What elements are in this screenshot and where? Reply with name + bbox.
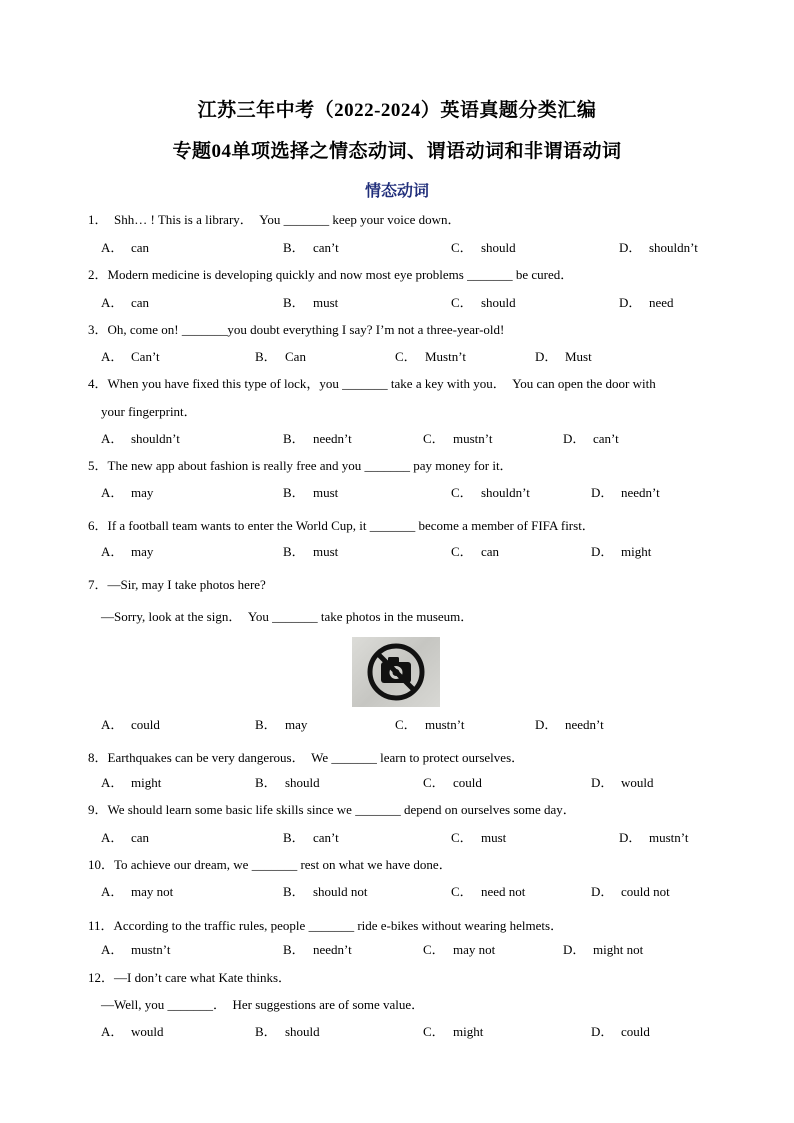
question-8-option-d: D． would [591, 775, 654, 790]
question-2-option-a: A． can [101, 295, 150, 310]
question-10-option-a: A． may not [101, 884, 174, 899]
question-2-option-c: C． should [451, 295, 516, 310]
question-12-stem: 12．—I don’t care what Kate thinks． [88, 970, 292, 985]
question-8-stem: 8．Earthquakes can be very dangerous． We _______ learn to protect ourselves． [88, 750, 525, 765]
question-4-stem-continued: your fingerprint． [101, 404, 197, 419]
question-5-option-b: B． must [283, 485, 339, 500]
question-7-option-d: D． needn’t [535, 717, 604, 732]
question-4-option-c: C． mustn’t [423, 431, 493, 446]
question-1-option-a: A． can [101, 240, 150, 255]
question-11-option-b: B． needn’t [283, 942, 352, 957]
question-12-option-d: D． could [591, 1024, 650, 1039]
question-1-option-d: D． shouldn’t [619, 240, 698, 255]
question-2-option-d: D． need [619, 295, 674, 310]
question-10-option-b: B． should not [283, 884, 368, 899]
no-photography-sign-image [352, 637, 440, 707]
question-9-option-d: D． mustn’t [619, 830, 689, 845]
question-4-option-d: D． can’t [563, 431, 619, 446]
section-heading: 情态动词 [364, 183, 429, 200]
question-11-option-a: A． mustn’t [101, 942, 171, 957]
question-11-option-d: D． might not [563, 942, 644, 957]
question-11-option-c: C． may not [423, 942, 496, 957]
question-10-stem: 10．To achieve our dream, we _______ rest on what we have done． [88, 857, 452, 872]
question-7-stem: 7．—Sir, may I take photos here? [88, 577, 266, 592]
question-2-option-b: B． must [283, 295, 339, 310]
question-6-option-a: A． may [101, 544, 154, 559]
question-4-option-b: B． needn’t [283, 431, 352, 446]
question-3-option-b: B． Can [255, 349, 306, 364]
question-6-option-d: D． might [591, 544, 652, 559]
question-11-stem: 11．According to the traffic rules, people _______ ride e-bikes without wearing helmets． [88, 918, 564, 933]
question-8-option-a: A． might [101, 775, 162, 790]
question-9-stem: 9．We should learn some basic life skills since we _______ depend on ourselves some day． [88, 802, 576, 817]
question-12-option-b: B． should [255, 1024, 320, 1039]
question-1-option-c: C． should [451, 240, 516, 255]
question-3-option-a: A． Can’t [101, 349, 160, 364]
question-9-option-b: B． can’t [283, 830, 339, 845]
question-3-option-d: D． Must [535, 349, 592, 364]
question-1-stem: 1． Shh… ! This is a library． You _______ keep your voice down． [88, 212, 461, 227]
question-2-stem: 2．Modern medicine is developing quickly and now most eye problems _______ be cured． [88, 267, 574, 282]
question-3-stem: 3．Oh, come on! _______you doubt everything I say? I’m not a three-year-old! [88, 322, 505, 337]
question-9-option-a: A． can [101, 830, 150, 845]
question-5-stem: 5．The new app about fashion is really free and you _______ pay money for it． [88, 458, 513, 473]
question-6-option-b: B． must [283, 544, 339, 559]
topic-title: 专题04单项选择之情态动词、谓语动词和非谓语动词 [172, 141, 622, 162]
question-8-option-b: B． should [255, 775, 320, 790]
question-7-option-c: C． mustn’t [395, 717, 465, 732]
question-6-option-c: C． can [451, 544, 500, 559]
question-12-stem-continued: —Well, you _______． Her suggestions are of some value． [101, 997, 425, 1012]
question-6-stem: 6．If a football team wants to enter the World Cup, it _______ become a member of FIFA first． [88, 518, 595, 533]
question-10-option-d: D． could not [591, 884, 670, 899]
question-9-option-c: C． must [451, 830, 507, 845]
document-title: 江苏三年中考（2022-2024）英语真题分类汇编 [197, 100, 597, 121]
question-7-stem-continued: —Sorry, look at the sign． You _______ take photos in the museum． [101, 609, 474, 624]
no-camera-icon [367, 641, 425, 703]
question-10-option-c: C． need not [451, 884, 526, 899]
question-5-option-c: C． shouldn’t [451, 485, 530, 500]
question-5-option-d: D． needn’t [591, 485, 660, 500]
question-3-option-c: C． Mustn’t [395, 349, 466, 364]
question-8-option-c: C． could [423, 775, 482, 790]
question-4-stem: 4．When you have fixed this type of lock，you _______ take a key with you． You can open the door with [88, 376, 656, 391]
question-5-option-a: A． may [101, 485, 154, 500]
question-1-option-b: B． can’t [283, 240, 339, 255]
question-7-option-a: A． could [101, 717, 160, 732]
question-12-option-c: C． might [423, 1024, 484, 1039]
question-4-option-a: A． shouldn’t [101, 431, 180, 446]
question-12-option-a: A． would [101, 1024, 164, 1039]
question-7-option-b: B． may [255, 717, 308, 732]
